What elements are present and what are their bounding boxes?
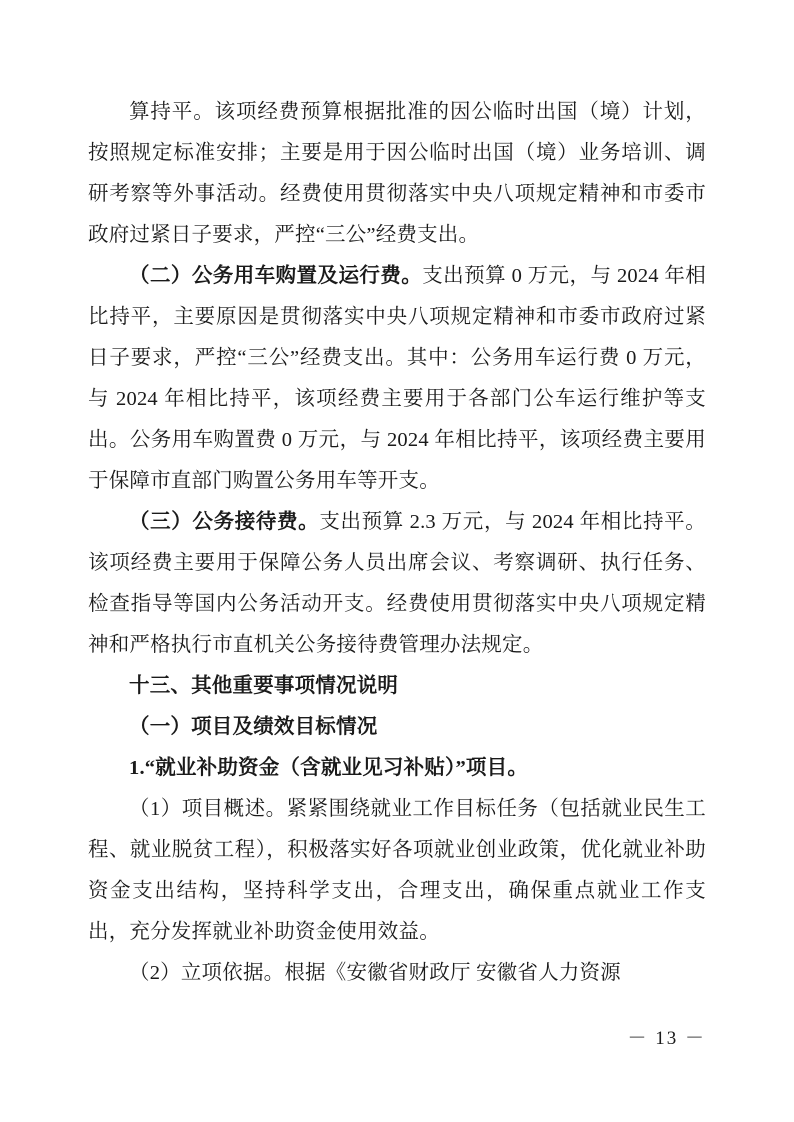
paragraph-text: 支出预算 2.3 万元，与 2024 年相比持平。该项经费主要用于保障公务人员出席会议、考察调研、执行任务、检查指导等国内公务活动开支。经费使用贯彻落实中央八项规定精神和严格执行市直机关公务接待费管理办法规定。 [88,511,706,656]
paragraph-text: （1）项目概述。紧紧围绕就业工作目标任务（包括就业民生工程、就业脱贫工程），积极落实好各项就业创业政策，优化就业补助资金支出结构，坚持科学支出，合理支出，确保重点就业工作支出，充分发挥就业补助资金使用效益。 [88,798,706,943]
section-heading-text: 十三、其他重要事项情况说明 [129,675,399,697]
paragraph-official-reception [88,502,706,666]
subsection-heading-text: （一）项目及绩效目标情况 [129,716,378,738]
paragraph-text: 算持平。该项经费预算根据批准的因公临时出国（境）计划，按照规定标准安排；主要是用于因公临时出国（境）业务培训、调研考察等外事活动。经费使用贯彻落实中央八项规定精神和市委市政府过紧日子要求，严控“三公”经费支出。 [88,101,706,246]
paragraph-project-basis [88,953,706,994]
paragraph-text: 支出预算 0 万元，与 2024 年相比持平，主要原因是贯彻落实中央八项规定精神和市委市政府过紧日子要求，严控“三公”经费支出。其中：公务用车运行费 0 万元，与 2024 年相比持平，该项经费主要用于各部门公车运行维护等支出。公务用车购置费 0 万元，与 2024 年相比持平，该项经费主要用于保障市直部门购置公务用车等开支。 [88,265,706,492]
paragraph-text: （2）立项依据。根据《安徽省财政厅 安徽省人力资源 [129,962,621,984]
paragraph-lead-label: （三）公务接待费。 [129,511,320,533]
document-body [88,92,706,994]
paragraph-project-overview [88,789,706,953]
item-heading-text: 1.“就业补助资金（含就业见习补贴）”项目。 [129,757,529,779]
paragraph-official-vehicle [88,256,706,502]
subsection-heading-one [88,707,706,748]
section-heading-thirteen [88,666,706,707]
paragraph-continuation [88,92,706,256]
page-number: － 13 － [627,1028,706,1049]
item-heading-employment-subsidy [88,748,706,789]
paragraph-lead-label: （二）公务用车购置及运行费。 [129,265,423,287]
